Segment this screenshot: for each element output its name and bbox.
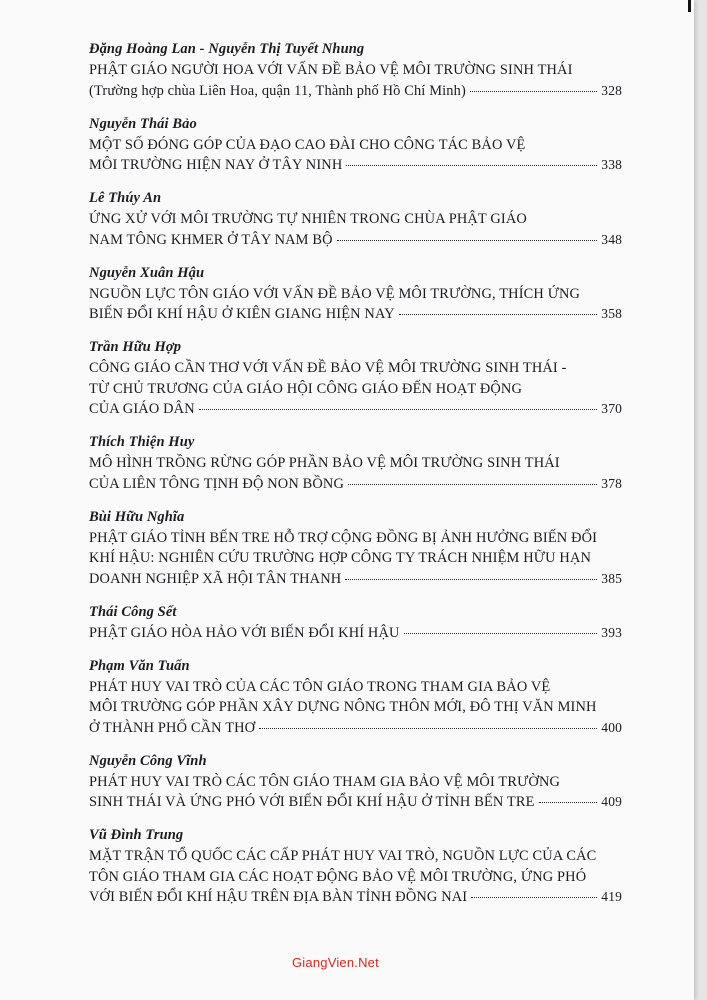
toc-page-number: 358 xyxy=(601,306,622,321)
toc-title-line xyxy=(89,453,622,474)
toc-title-text: MÔI TRƯỜNG HIỆN NAY Ở TÂY NINH xyxy=(89,157,343,173)
toc-author: Vũ Đình Trung xyxy=(89,827,184,843)
toc-page-number: 409 xyxy=(601,794,622,809)
toc-title-line xyxy=(89,230,622,251)
toc-title-text: VỚI BIẾN ĐỔI KHÍ HẬU TRÊN ĐỊA BÀN TỈNH ĐỒNG NAI xyxy=(89,889,468,905)
toc-entry xyxy=(89,751,622,813)
toc-title-text: PHẬT GIÁO TỈNH BẾN TRE HỖ TRỢ CỘNG ĐỒNG BỊ ẢNH HƯỞNG BIẾN ĐỔI xyxy=(89,529,598,546)
toc-entry xyxy=(89,263,622,325)
toc-title-text: PHẬT GIÁO NGƯỜI HOA VỚI VẤN ĐỀ BẢO VỆ MÔI TRƯỜNG SINH THÁI xyxy=(89,62,573,78)
toc-title-text: (Trường hợp chùa Liên Hoa, quận 11, Thành phố Hồ Chí Minh) xyxy=(89,82,466,99)
toc-page-number: 378 xyxy=(601,475,622,491)
toc-entry xyxy=(89,656,622,739)
toc-page-number: 338 xyxy=(601,157,622,172)
dot-leader xyxy=(404,633,598,634)
toc-title-text: NAM TÔNG KHMER Ở TÂY NAM BỘ xyxy=(89,231,333,248)
toc-entry xyxy=(89,39,622,101)
toc-title-line xyxy=(89,623,622,644)
toc-author: Nguyễn Xuân Hậu xyxy=(89,264,205,281)
page-edge-mark xyxy=(688,0,691,12)
toc-title-line xyxy=(89,60,622,81)
toc-title-line xyxy=(89,569,622,590)
toc-page-number: 348 xyxy=(601,231,622,247)
toc-title-text: TÔN GIÁO THAM GIA CÁC HOẠT ĐỘNG BẢO VỆ MÔI TRƯỜNG, ỨNG PHÓ xyxy=(89,868,587,885)
toc-title-text: PHẬT GIÁO HÒA HẢO VỚI BIẾN ĐỔI KHÍ HẬU xyxy=(89,624,400,641)
toc-author: Thích Thiện Huy xyxy=(89,434,195,450)
dot-leader xyxy=(470,91,597,92)
toc-entry xyxy=(89,337,622,420)
toc-title-text: SINH THÁI VÀ ỨNG PHÓ VỚI BIẾN ĐỔI KHÍ HẬU Ở TỈNH BẾN TRE xyxy=(89,794,535,810)
dot-leader xyxy=(199,409,598,410)
toc-page-number: 393 xyxy=(601,624,622,640)
toc-author: Đặng Hoàng Lan - Nguyễn Thị Tuyết Nhung xyxy=(89,41,365,57)
toc-author: Lê Thúy An xyxy=(89,190,162,206)
toc-title-line xyxy=(89,135,622,156)
toc-title-line xyxy=(89,399,622,420)
toc-title-text: PHÁT HUY VAI TRÒ CỦA CÁC TÔN GIÁO TRONG THAM GIA BẢO VỆ xyxy=(89,678,551,695)
toc-title-line xyxy=(89,718,622,739)
toc-title-text: MẶT TRẬN TỔ QUỐC CÁC CẤP PHÁT HUY VAI TRÒ, NGUỒN LỰC CỦA CÁC xyxy=(89,848,597,864)
toc-title-line xyxy=(89,379,622,400)
toc-title-line xyxy=(89,548,622,569)
toc-entry xyxy=(89,602,622,644)
toc-title-text: MÔI TRƯỜNG GÓP PHẦN XÂY DỰNG NÔNG THÔN MỚI, ĐÔ THỊ VĂN MINH xyxy=(89,699,597,715)
toc-title-line xyxy=(89,846,622,867)
toc-author: Trần Hữu Hợp xyxy=(89,339,182,355)
toc-title-text: PHÁT HUY VAI TRÒ CÁC TÔN GIÁO THAM GIA BẢO VỆ MÔI TRƯỜNG xyxy=(89,773,561,790)
toc-title-text: NGUỒN LỰC TÔN GIÁO VỚI VẤN ĐỀ BẢO VỆ MÔI TRƯỜNG, THÍCH ỨNG xyxy=(89,285,581,302)
toc-page-number: 400 xyxy=(601,719,622,735)
toc-title-text: TỪ CHỦ TRƯƠNG CỦA GIÁO HỘI CÔNG GIÁO ĐẾN HOẠT ĐỘNG xyxy=(89,380,523,397)
toc-title-text: CỦA GIÁO DÂN xyxy=(89,401,195,417)
toc-title-text: CỦA LIÊN TÔNG TỊNH ĐỘ NON BỒNG xyxy=(89,475,344,492)
dot-leader xyxy=(259,728,597,729)
toc-author: Phạm Văn Tuấn xyxy=(89,657,190,674)
toc-entry xyxy=(89,507,622,590)
dot-leader xyxy=(345,579,597,580)
toc-page-number: 370 xyxy=(601,401,622,416)
toc-title-line xyxy=(89,867,622,888)
toc-title-line xyxy=(89,887,622,908)
toc-entry xyxy=(89,188,622,250)
toc-title-line xyxy=(89,155,622,176)
dot-leader xyxy=(539,802,598,803)
toc-title-line xyxy=(89,474,622,495)
toc-entry xyxy=(89,432,622,494)
table-of-contents xyxy=(89,39,622,920)
toc-page-number: 385 xyxy=(601,570,622,586)
dot-leader xyxy=(346,165,597,166)
toc-title-line xyxy=(89,304,622,325)
toc-title-line xyxy=(89,677,622,698)
dot-leader xyxy=(337,240,598,241)
toc-title-text: KHÍ HẬU: NGHIÊN CỨU TRƯỜNG HỢP CÔNG TY TRÁCH NHIỆM HỮU HẠN xyxy=(89,550,592,566)
watermark-text: GiangVien.Net xyxy=(292,955,379,970)
toc-author: Nguyễn Công Vĩnh xyxy=(89,752,207,769)
toc-title-line xyxy=(89,284,622,305)
toc-page-number: 419 xyxy=(601,889,622,904)
toc-title-text: DOANH NGHIỆP XÃ HỘI TÂN THANH xyxy=(89,570,342,587)
toc-title-line xyxy=(89,209,622,230)
toc-entry xyxy=(89,825,622,908)
toc-title-line xyxy=(89,81,622,102)
toc-author: Nguyễn Thái Bảo xyxy=(89,115,197,132)
toc-title-line xyxy=(89,792,622,813)
toc-title-line xyxy=(89,528,622,549)
toc-author: Bùi Hữu Nghĩa xyxy=(89,508,185,525)
toc-title-text: Ở THÀNH PHỐ CẦN THƠ xyxy=(89,719,256,736)
toc-title-text: BIẾN ĐỔI KHÍ HẬU Ở KIÊN GIANG HIỆN NAY xyxy=(89,306,395,322)
dot-leader xyxy=(471,897,597,898)
dot-leader xyxy=(399,314,598,315)
toc-title-text: ỨNG XỬ VỚI MÔI TRƯỜNG TỰ NHIÊN TRONG CHÙA PHẬT GIÁO xyxy=(89,211,527,227)
toc-title-line xyxy=(89,358,622,379)
toc-page-number: 328 xyxy=(601,82,622,98)
dot-leader xyxy=(348,484,597,485)
toc-author: Thái Công Sết xyxy=(89,603,177,620)
toc-title-text: MÔ HÌNH TRỒNG RỪNG GÓP PHẦN BẢO VỆ MÔI TRƯỜNG SINH THÁI xyxy=(89,455,560,471)
toc-entry xyxy=(89,114,622,176)
toc-title-line xyxy=(89,772,622,793)
toc-title-text: MỘT SỐ ĐÓNG GÓP CỦA ĐẠO CAO ĐÀI CHO CÔNG TÁC BẢO VỆ xyxy=(89,136,526,153)
toc-title-line xyxy=(89,697,622,718)
toc-title-text: CÔNG GIÁO CẦN THƠ VỚI VẤN ĐỀ BẢO VỆ MÔI TRƯỜNG SINH THÁI - xyxy=(89,360,567,376)
